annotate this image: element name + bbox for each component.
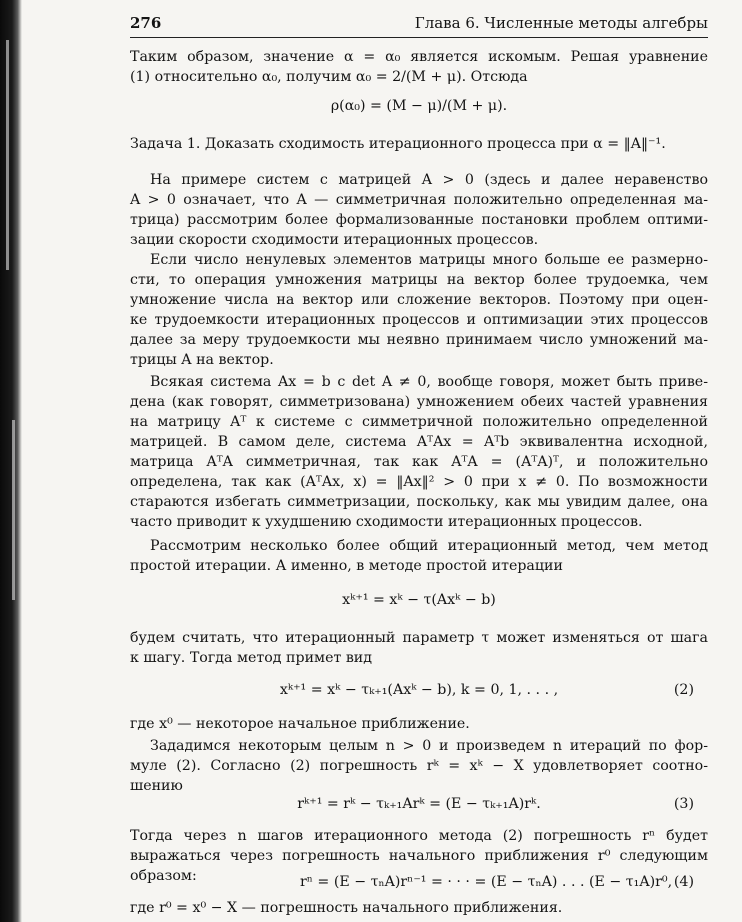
text-line: определена, так как (AᵀAx, x) = ‖Ax‖² > 0 при x ≠ 0. По возможности (130, 474, 708, 490)
text-line: на матрицу Aᵀ к системе с симметричной положительно определенной (130, 414, 708, 430)
text-line: Если число ненулевых элементов матрицы много больше ее размерно- (150, 252, 708, 268)
equation-body: ρ(α₀) = (M − μ)/(M + μ). (330, 98, 508, 114)
text-line: матрицей. В самом деле, система AᵀAx = Aᵀb эквивалентна исходной, (130, 434, 708, 450)
text-line: A > 0 означает, что A — симметричная положительно определенная ма- (130, 192, 708, 208)
page-header (130, 14, 708, 38)
text-line: к шагу. Тогда метод примет вид (130, 650, 372, 666)
equation (130, 680, 708, 702)
text-line: образом: (130, 868, 197, 884)
page-number: 276 (130, 14, 162, 32)
equation-number: (3) (673, 796, 694, 812)
running-head: Глава 6. Численные методы алгебры (414, 14, 708, 32)
text-line: будем считать, что итерационный параметр τ может изменяться от шага (130, 630, 708, 646)
text-line: сти, то операция умножения матрицы на вектор более трудоемка, чем (130, 272, 708, 288)
equation-body: xᵏ⁺¹ = xᵏ − τ(Axᵏ − b) (342, 592, 496, 608)
text-line: ке трудоемкости итерационных процессов и оптимизации этих процессов (130, 312, 708, 328)
equation (300, 872, 708, 894)
text-line: муле (2). Согласно (2) погрешность rᵏ = xᵏ − X удовлетворяет соотно- (130, 758, 708, 774)
text-line: трицы A на вектор. (130, 352, 274, 368)
problem-statement: Задача 1. Доказать сходимость итерационного процесса при α = ‖A‖⁻¹. (130, 136, 666, 152)
equation (130, 794, 708, 816)
equation-number: (2) (673, 682, 694, 698)
text-line: Рассмотрим несколько более общий итерационный метод, чем метод (150, 538, 708, 554)
text-line: выражаться через погрешность начального приближения r⁰ следующим (130, 848, 708, 864)
equation (130, 96, 708, 118)
text-line: часто приводит к ухудшению сходимости итерационных процессов. (130, 514, 643, 530)
text-line: матрица AᵀA симметричная, так как AᵀA = (AᵀA)ᵀ, и положительно (130, 454, 708, 470)
text-line: далее за меру трудоемкости мы неявно принимаем число умножений ма- (130, 332, 708, 348)
text-line: где r⁰ = x⁰ − X — погрешность начального приближения. (130, 900, 563, 916)
text-line: Зададимся некоторым целым n > 0 и произведем n итераций по фор- (150, 738, 708, 754)
header-rule (130, 37, 708, 38)
equation-number: (4) (673, 874, 694, 890)
text-line: где x⁰ — некоторое начальное приближение. (130, 716, 470, 732)
text-line: Всякая система Ax = b с det A ≠ 0, вообще говоря, может быть приве- (150, 374, 708, 390)
text-line: Тогда через n шагов итерационного метода (2) погрешность rⁿ будет (130, 828, 708, 844)
equation-body: rⁿ = (E − τₙA)rⁿ⁻¹ = · · · = (E − τₙA) . . . (E − τ₁A)r⁰, (300, 874, 673, 890)
text-line: шению (130, 778, 183, 794)
text-line: дена (как говорят, симметризована) умножением обеих частей уравнения (130, 394, 708, 410)
text-line: простой итерации. А именно, в методе простой итерации (130, 558, 563, 574)
text-line: умножение числа на вектор или сложение векторов. Поэтому при оцен- (130, 292, 708, 308)
text-line: На примере систем с матрицей A > 0 (здесь и далее неравенство (150, 172, 708, 188)
text-line: (1) относительно α₀, получим α₀ = 2/(M + μ). Отсюда (130, 69, 528, 85)
equation-body: rᵏ⁺¹ = rᵏ − τₖ₊₁Arᵏ = (E − τₖ₊₁A)rᵏ. (297, 796, 541, 812)
text-line: Таким образом, значение α = α₀ является искомым. Решая уравнение (130, 49, 708, 65)
text-line: зации скорости сходимости итерационных процессов. (130, 232, 539, 248)
equation-body: xᵏ⁺¹ = xᵏ − τₖ₊₁(Axᵏ − b), k = 0, 1, . . . , (279, 682, 559, 698)
equation (130, 590, 708, 612)
text-line: стараются избегать симметризации, поскольку, как мы увидим далее, она (130, 494, 708, 510)
text-line: трица) рассмотрим более формализованные постановки проблем оптими- (130, 212, 708, 228)
